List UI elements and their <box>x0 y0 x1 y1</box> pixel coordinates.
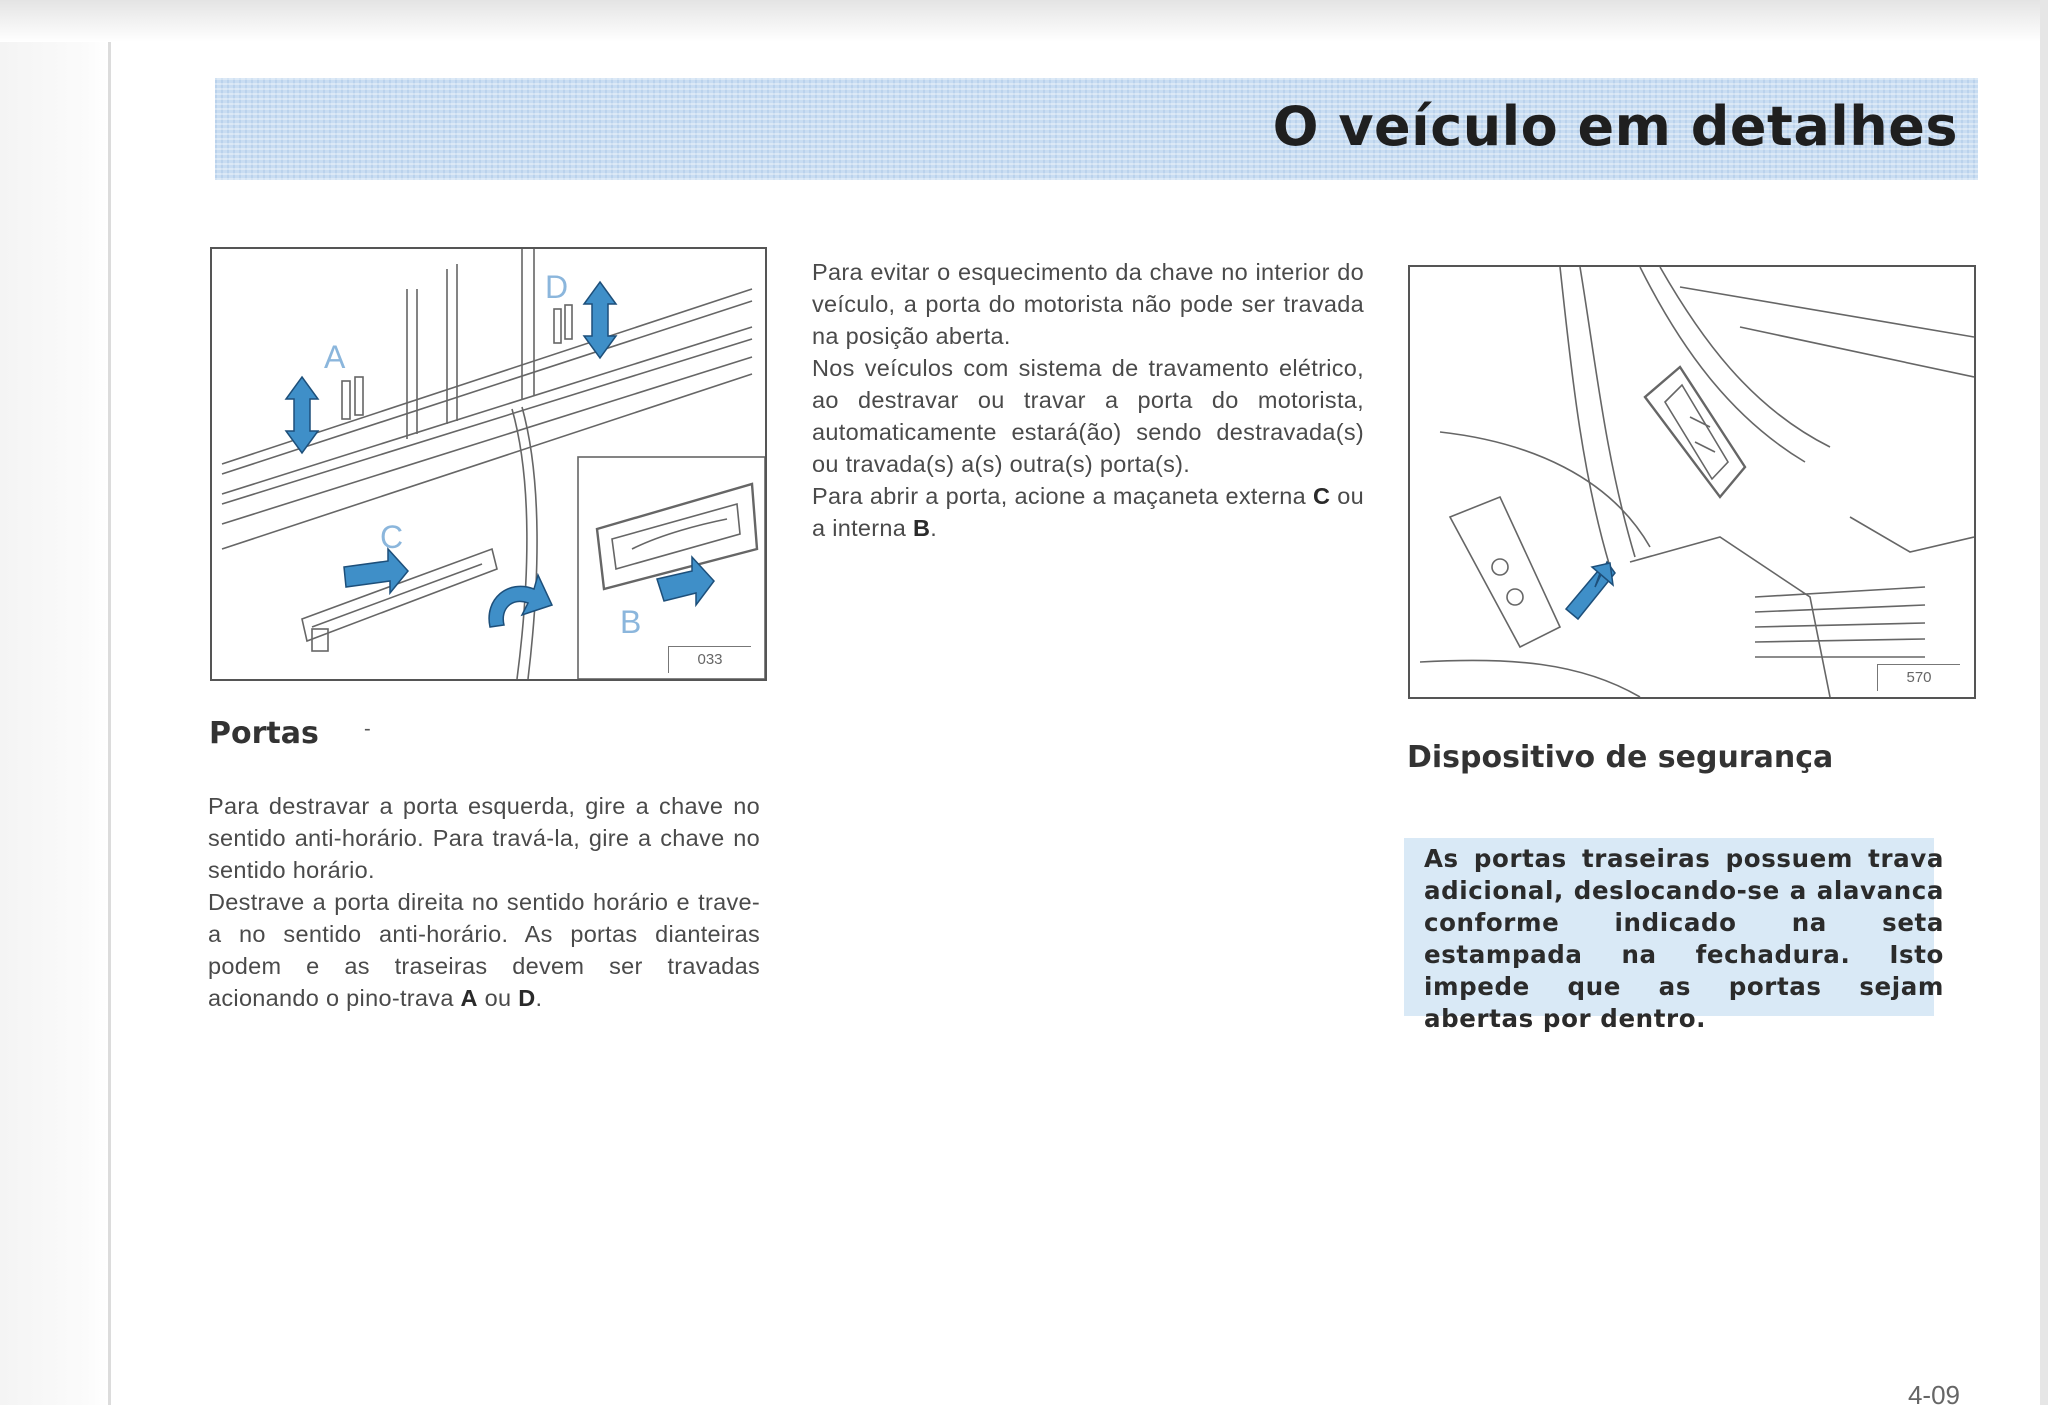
safety-lock-illustration <box>1408 265 1976 699</box>
middle-column-text <box>812 256 1364 544</box>
heading-dash: - <box>364 718 371 740</box>
label-d: D <box>545 269 569 305</box>
door-lock-illustration <box>210 247 767 681</box>
safety-notice-text: As portas traseiras possuem trava adicional, deslocando-se a alavanca conforme indicado na seta estampada na fechadura. Isto impede que as portas sejam abertas por dentro. <box>1424 844 1944 1033</box>
safety-lock-drawing <box>1410 267 1974 697</box>
portas-period: . <box>535 985 543 1011</box>
portas-or: ou <box>484 985 512 1011</box>
page-title: O veículo em detalhes <box>1272 95 1958 158</box>
middle-paragraph-1: Para evitar o esquecimento da chave no interior do veículo, a porta do motorista não pode ser travada na posição aberta. <box>812 259 1364 349</box>
page-number: 4-09 <box>1907 1380 1960 1410</box>
label-c: C <box>380 519 404 555</box>
section-heading-dispositivo: Dispositivo de segurança <box>1407 740 1834 775</box>
handle-c-ref: C <box>1312 483 1331 509</box>
right-page-edge <box>2040 0 2048 1405</box>
portas-paragraph-2: Destrave a porta direita no sentido horário e trave-a no sentido anti-horário. As portas dianteiras podem e as traseiras devem ser travadas acionando o pino-trava <box>208 889 760 1011</box>
portas-text <box>208 790 760 1014</box>
door-lock-drawing <box>212 249 765 679</box>
middle-paragraph-2: Nos veículos com sistema de travamento elétrico, ao destravar ou travar a porta do motorista, automaticamente estará(ão) sendo destravada(s) ou travada(s) a(s) outra(s) porta(s). <box>812 355 1364 477</box>
section-heading-portas: Portas <box>209 716 319 751</box>
figure-code: 033 <box>668 646 751 673</box>
middle-paragraph-3: Para abrir a porta, acione a maçaneta externa <box>812 483 1306 509</box>
pin-d-ref: D <box>518 985 536 1011</box>
page-top-shadow <box>0 0 2048 42</box>
figure-code: 570 <box>1877 664 1960 691</box>
binding-gutter <box>0 42 108 1405</box>
pin-a-ref: A <box>460 985 478 1011</box>
middle-or-interna: ou a interna <box>812 483 1364 541</box>
middle-period: . <box>930 515 938 541</box>
label-b: B <box>620 604 642 640</box>
label-a: A <box>324 339 346 375</box>
gutter-line <box>108 42 111 1405</box>
handle-b-ref: B <box>913 515 931 541</box>
portas-paragraph-1: Para destravar a porta esquerda, gire a chave no sentido anti-horário. Para travá-la, gire a chave no sentido horário. <box>208 793 760 883</box>
